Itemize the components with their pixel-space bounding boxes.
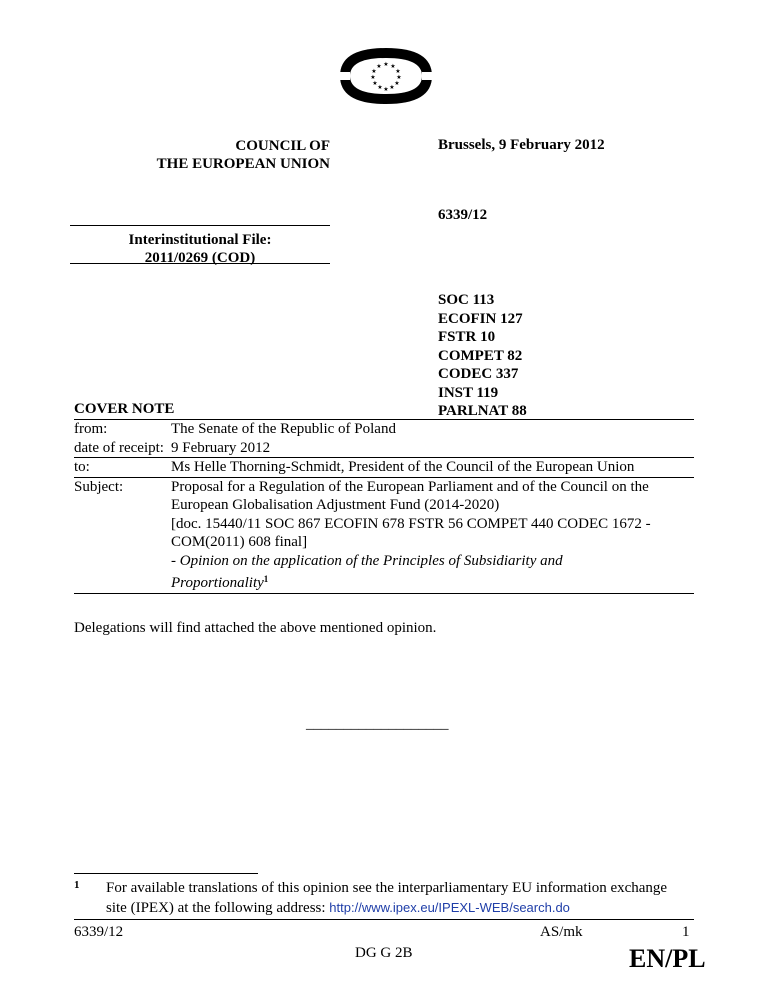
subject-row (74, 478, 694, 594)
from-label: from: (74, 421, 108, 437)
svg-text:★: ★ (390, 63, 396, 70)
file-label: Interinstitutional File: (128, 232, 272, 248)
footnote-number: 1 (74, 879, 80, 891)
to-row (74, 458, 694, 478)
code-item: SOC 113 (438, 292, 495, 308)
svg-text:★: ★ (370, 74, 376, 81)
code-item: CODEC 337 (438, 366, 519, 382)
subject-line: European Globalisation Adjustment Fund (2014-2020) (171, 497, 500, 513)
subject-value (171, 478, 694, 593)
council-line-1: COUNCIL OF (235, 138, 330, 154)
footer-doc-number: 6339/12 (74, 924, 124, 940)
footnote-rule (74, 873, 258, 874)
svg-text:★: ★ (396, 74, 402, 81)
footer-dg: DG G 2B (355, 945, 413, 961)
code-item: FSTR 10 (438, 329, 496, 345)
footer-initials: AS/mk (540, 924, 583, 940)
council-line-2: THE EUROPEAN UNION (156, 156, 330, 172)
ipex-link[interactable]: http://www.ipex.eu/IPEXL-WEB/search.do (329, 900, 570, 915)
interinstitutional-file (70, 231, 330, 267)
cover-note-title: COVER NOTE (74, 401, 175, 417)
svg-text:★: ★ (383, 86, 389, 93)
svg-text:★: ★ (395, 68, 401, 75)
footnote-line: For available translations of this opinion see the interparliamentary EU information exchange (106, 880, 668, 896)
council-emblem-logo (336, 46, 436, 106)
document-number: 6339/12 (438, 207, 488, 223)
to-label: to: (74, 459, 90, 475)
receipt-label: date of receipt: (74, 439, 164, 456)
classification-codes (438, 291, 527, 421)
svg-text:★: ★ (377, 84, 383, 91)
footer-page-number: 1 (682, 924, 690, 940)
footnote-text (106, 879, 696, 918)
svg-text:★: ★ (372, 80, 378, 87)
from-row (74, 420, 694, 439)
svg-text:★: ★ (371, 68, 377, 75)
code-item: PARLNAT 88 (438, 403, 527, 419)
footnote-text-2: site (IPEX) at the following address: (106, 900, 330, 916)
svg-text:★: ★ (376, 63, 382, 70)
footnote-line-2 (106, 898, 696, 918)
cover-note-table (74, 420, 694, 594)
svg-text:★: ★ (389, 84, 395, 91)
svg-text:★: ★ (394, 80, 400, 87)
file-number: 2011/0269 (COD) (144, 250, 256, 266)
footnote-reference: 1 (263, 574, 269, 584)
subject-opinion-line-2 (171, 570, 694, 593)
code-item: ECOFIN 127 (438, 310, 523, 327)
separator-line: ___________________ (306, 716, 449, 732)
from-value: The Senate of the Republic of Poland (171, 421, 396, 437)
subject-line: [doc. 15440/11 SOC 867 ECOFIN 678 FSTR 56 COMPET 440 CODEC 1672 - (171, 515, 651, 532)
to-value: Ms Helle Thorning-Schmidt, President of the Council of the European Union (171, 459, 635, 475)
subject-line: COM(2011) 608 final] (171, 534, 308, 550)
file-bottom-rule (70, 263, 330, 264)
svg-text:★: ★ (383, 61, 389, 68)
subject-opinion-line: - Opinion on the application of the Principles of Subsidiarity and (171, 552, 563, 569)
subject-opinion-text: Proportionality (171, 575, 264, 591)
body-text: Delegations will find attached the above mentioned opinion. (74, 620, 437, 636)
receipt-row (74, 439, 694, 459)
footer-rule (74, 919, 694, 920)
receipt-value: 9 February 2012 (171, 439, 271, 456)
file-top-rule (70, 225, 330, 226)
document-date: Brussels, 9 February 2012 (438, 137, 605, 153)
code-item: COMPET 82 (438, 347, 523, 364)
council-name (120, 137, 330, 173)
code-item: INST 119 (438, 384, 499, 401)
subject-line: Proposal for a Regulation of the European Parliament and of the Council on the (171, 478, 649, 495)
subject-label: Subject: (74, 478, 124, 495)
footer-language: EN/PL (629, 944, 706, 973)
